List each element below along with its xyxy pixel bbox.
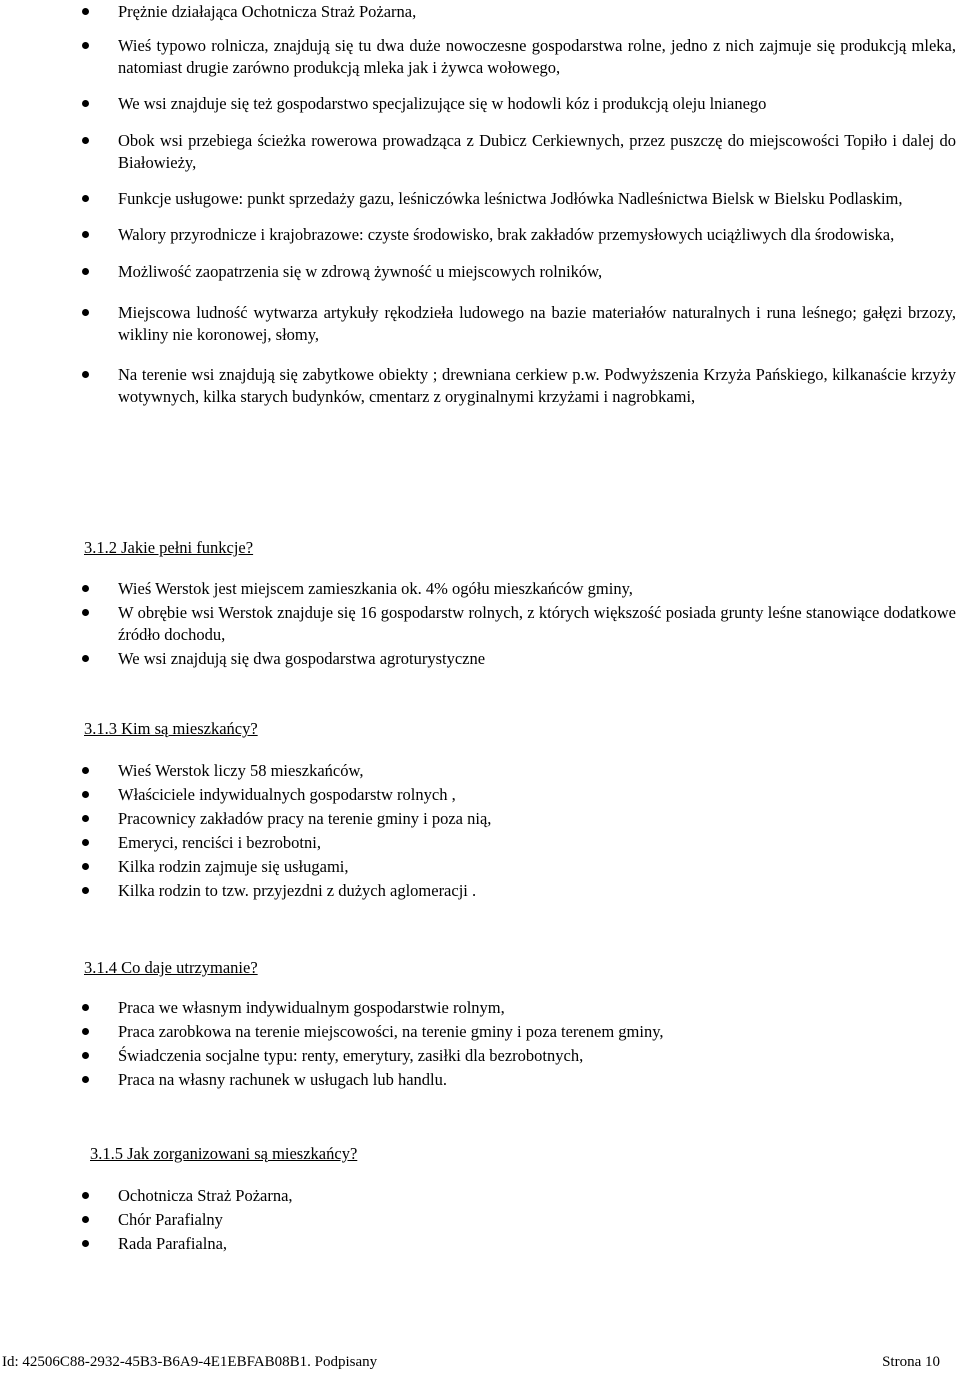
list-item <box>0 1233 960 1255</box>
list-item-text: Pracownicy zakładów pracy na terenie gminy i poza nią, <box>118 809 492 828</box>
list-item-text: Praca na własny rachunek w usługach lub handlu. <box>118 1070 447 1089</box>
bullet-icon <box>82 42 89 49</box>
organizations-list <box>0 1185 960 1255</box>
bullet-icon <box>82 655 89 662</box>
list-item <box>0 997 960 1019</box>
bullet-icon <box>82 309 89 316</box>
list-item-text: Praca we własnym indywidualnym gospodarstwie rolnym, <box>118 998 505 1017</box>
list-item <box>0 784 960 806</box>
list-item <box>0 760 960 782</box>
list-item <box>0 602 960 646</box>
list-item-text: Emeryci, renciści i bezrobotni, <box>118 833 321 852</box>
list-item-text: Ochotnicza Straż Pożarna, <box>118 1186 293 1205</box>
residents-list <box>0 760 960 902</box>
list-item <box>0 364 960 408</box>
bullet-icon <box>82 1240 89 1247</box>
list-item-text: Możliwość zaopatrzenia się w zdrową żywność u miejscowych rolników, <box>118 262 603 281</box>
section-heading-313: 3.1.3 Kim są mieszkańcy? <box>84 719 258 738</box>
list-item-text: Prężnie działająca Ochotnicza Straż Pożarna, <box>118 2 417 21</box>
list-item-text: We wsi znajdują się dwa gospodarstwa agroturystyczne <box>118 649 486 668</box>
list-item <box>0 808 960 830</box>
bullet-icon <box>82 815 89 822</box>
list-item-text: We wsi znajduje się też gospodarstwo specjalizujące się w hodowli kóz i produkcją oleju lnianego <box>118 94 767 113</box>
list-item-text: Walory przyrodnicze i krajobrazowe: czyste środowisko, brak zakładów przemysłowych uciążliwych dla środowiska, <box>118 225 895 244</box>
list-item-text: Właściciele indywidualnych gospodarstw rolnych , <box>118 785 456 804</box>
bullet-icon <box>82 371 89 378</box>
bullet-icon <box>82 585 89 592</box>
list-item <box>0 856 960 878</box>
list-item-text: Wieś Werstok liczy 58 mieszkańców, <box>118 761 364 780</box>
bullet-icon <box>82 195 89 202</box>
list-item <box>0 224 960 246</box>
bullet-icon <box>82 1216 89 1223</box>
bullet-icon <box>82 863 89 870</box>
bullet-icon <box>82 231 89 238</box>
list-item <box>0 1021 960 1043</box>
list-item <box>0 1 960 23</box>
bullet-icon <box>82 1192 89 1199</box>
list-item <box>0 648 960 670</box>
section-heading-315: 3.1.5 Jak zorganizowani są mieszkańcy? <box>90 1144 358 1163</box>
list-item-text: Kilka rodzin to tzw. przyjezdni z dużych aglomeracji . <box>118 881 477 900</box>
intro-list <box>0 1 960 408</box>
list-item <box>0 1185 960 1207</box>
bullet-icon <box>82 767 89 774</box>
bullet-icon <box>82 1076 89 1083</box>
list-item-text: Wieś typowo rolnicza, znajdują się tu dwa duże nowoczesne gospodarstwa rolne, jedno z nich zajmuje się produkcją mleka, natomiast drugie zarówno produkcją mleka jak i żywca wołowego, <box>118 36 956 77</box>
bullet-icon <box>82 791 89 798</box>
list-item <box>0 1209 960 1231</box>
bullet-icon <box>82 137 89 144</box>
bullet-icon <box>82 268 89 275</box>
bullet-icon <box>82 1004 89 1011</box>
section-heading-314: 3.1.4 Co daje utrzymanie? <box>84 958 258 977</box>
list-item-text: Świadczenia socjalne typu: renty, emerytury, zasiłki dla bezrobotnych, <box>118 1046 584 1065</box>
functions-list <box>0 578 960 670</box>
list-item <box>0 130 960 174</box>
bullet-icon <box>82 1028 89 1035</box>
list-item-text: Praca zarobkowa na terenie miejscowości, na terenie gminy i poza terenem gminy, <box>118 1022 664 1041</box>
page-number: Strona 10 <box>882 1354 940 1370</box>
list-item-text: Wieś Werstok jest miejscem zamieszkania ok. 4% ogółu mieszkańców gminy, <box>118 579 633 598</box>
list-item <box>0 880 960 902</box>
list-item <box>0 1045 960 1067</box>
list-item <box>0 35 960 79</box>
list-item-text: Rada Parafialna, <box>118 1234 228 1253</box>
list-item <box>0 261 960 283</box>
list-item-text: W obrębie wsi Werstok znajduje się 16 gospodarstw rolnych, z których większość posiada grunty leśne stanowiące dodatkowe źródło dochodu, <box>118 603 956 644</box>
bullet-icon <box>82 887 89 894</box>
list-item-text: Kilka rodzin zajmuje się usługami, <box>118 857 349 876</box>
income-list <box>0 997 960 1091</box>
list-item <box>0 302 960 346</box>
list-item <box>0 578 960 600</box>
list-item <box>0 832 960 854</box>
section-heading-312: 3.1.2 Jakie pełni funkcje? <box>84 538 254 557</box>
list-item-text: Chór Parafialny <box>118 1210 223 1229</box>
list-item-text: Miejscowa ludność wytwarza artykuły rękodzieła ludowego na bazie materiałów naturalnych i runa leśnego; gałęzi brzozy, wikliny nie koronowej, słomy, <box>118 303 956 344</box>
bullet-icon <box>82 609 89 616</box>
list-item-text: Obok wsi przebiega ścieżka rowerowa prowadząca z Dubicz Cerkiewnych, przez puszczę do miejscowości Topiło i dalej do Białowieży, <box>118 131 956 172</box>
bullet-icon <box>82 100 89 107</box>
list-item <box>0 93 960 115</box>
bullet-icon <box>82 839 89 846</box>
list-item-text: Na terenie wsi znajdują się zabytkowe obiekty ; drewniana cerkiew p.w. Podwyższenia Krzyża Pańskiego, kilkanaście krzyży wotywnych, kilka starych budynków, cmentarz z oryginalnymi krzyżami i nagrobkami, <box>118 365 956 406</box>
document-id: Id: 42506C88-2932-45B3-B6A9-4E1EBFAB08B1. Podpisany <box>2 1354 378 1370</box>
list-item <box>0 1069 960 1091</box>
bullet-icon <box>82 1052 89 1059</box>
list-item <box>0 188 960 210</box>
list-item-text: Funkcje usługowe: punkt sprzedaży gazu, leśniczówka leśnictwa Jodłówka Nadleśnictwa Bielsk w Bielsku Podlaskim, <box>118 189 903 208</box>
bullet-icon <box>82 8 89 15</box>
